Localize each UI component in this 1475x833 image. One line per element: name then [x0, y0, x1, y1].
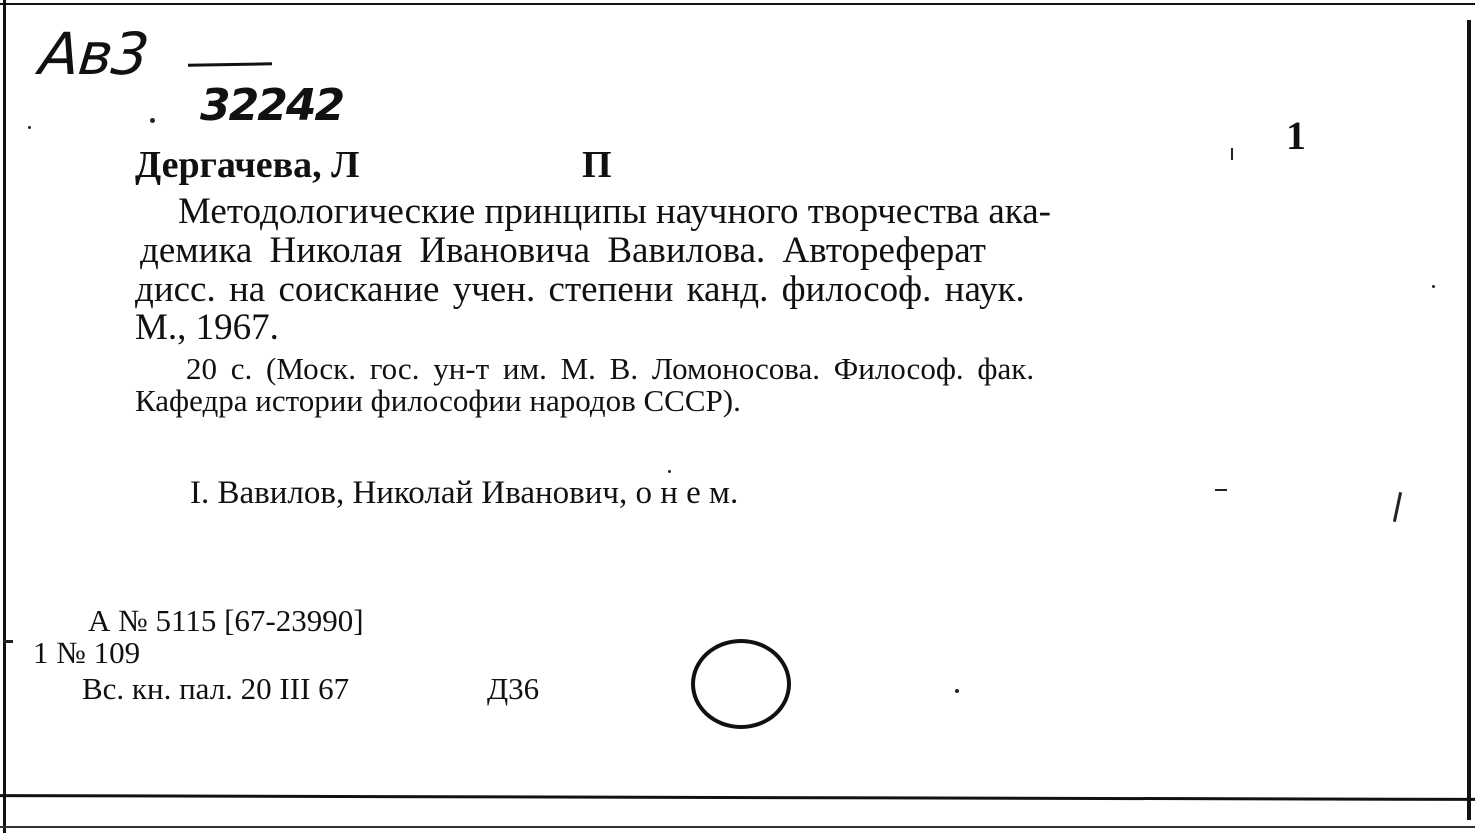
scan-speck [150, 118, 155, 123]
collation-line: 20 с. (Моск. гос. ун-т им. М. В. Ломоносова. Философ. фак. [186, 351, 1035, 386]
title-line: дисс. на соискание учен. степени канд. философ. наук. [135, 269, 1025, 310]
accession-line: Вс. кн. пал. 20 III 67 [82, 671, 350, 706]
circle-stamp [691, 639, 791, 729]
scan-speck [955, 689, 959, 693]
card-border-top [0, 3, 1475, 5]
card-border-left [3, 0, 6, 833]
scan-speck [1432, 285, 1435, 288]
accession-line: 1 № 109 [33, 635, 141, 670]
scan-mark [1215, 489, 1227, 491]
handwritten-dash [188, 62, 272, 66]
card-number: 1 [1286, 113, 1306, 158]
handwritten-shelf-code: Ав3 [36, 20, 152, 88]
scan-mark [1393, 492, 1402, 522]
collation-line: Кафедра истории философии народов СССР). [135, 383, 741, 418]
subject-entry: I. Вавилов, Николай Иванович, о н е м. [190, 475, 739, 511]
title-line: демика Николая Ивановича Вавилова. Автореферат [140, 230, 986, 271]
scan-mark [3, 640, 13, 643]
author-name: Дергачева, Л [135, 144, 360, 186]
accession-code: Д36 [487, 671, 540, 706]
scan-mark [1231, 148, 1233, 160]
title-line: Методологические принципы научного творчества ака- [178, 191, 1051, 232]
scan-speck [28, 126, 31, 129]
scan-speck [668, 470, 671, 473]
card-border-bottom-outer [0, 826, 1475, 828]
card-border-bottom [0, 794, 1475, 801]
author-mark: П [582, 144, 612, 186]
card-border-right [1467, 20, 1471, 820]
handwritten-shelf-number: 32242 [200, 80, 344, 131]
accession-line: А № 5115 [67-23990] [88, 603, 364, 638]
title-line: М., 1967. [135, 307, 279, 348]
